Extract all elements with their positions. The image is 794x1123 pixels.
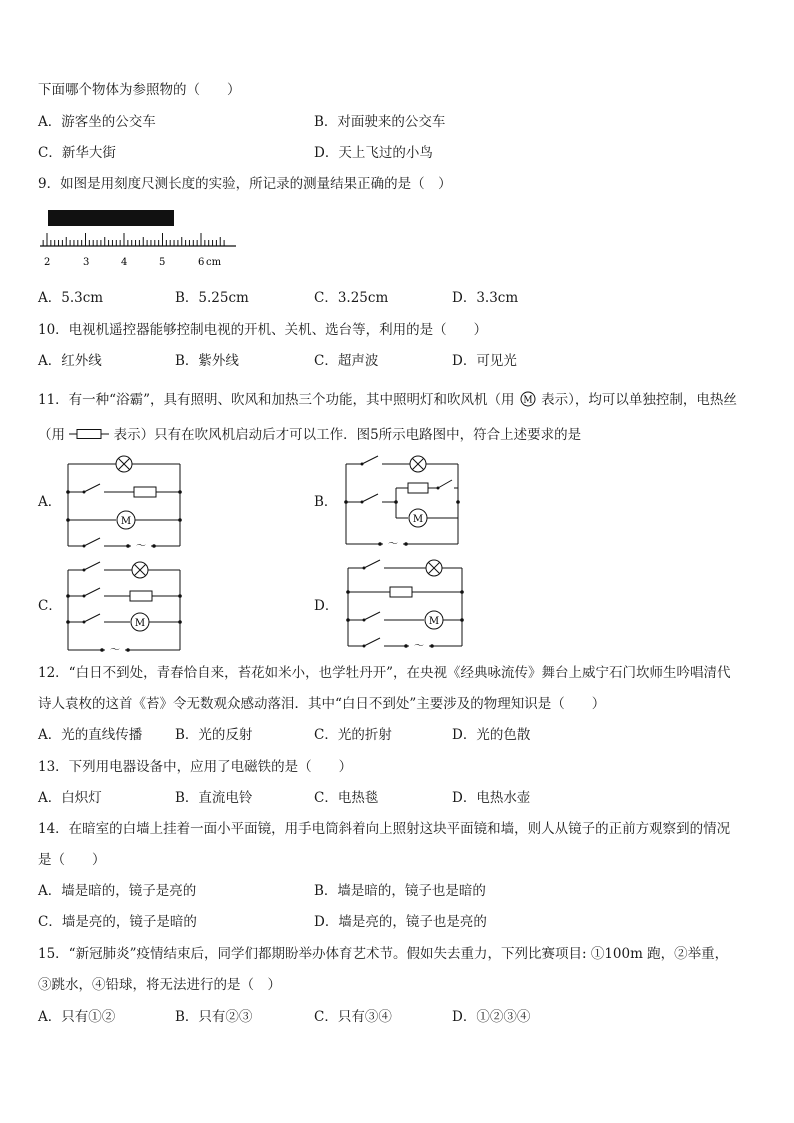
circuit-d-diagram[interactable] (342, 558, 468, 658)
q9-option-a[interactable]: A．5.3cm (38, 290, 104, 306)
q12-option-a[interactable]: A．光的直线传播 (38, 727, 143, 743)
ruler-unit: cm (206, 257, 222, 268)
q14-option-a[interactable]: A．墙是暗的，镜子是亮的 (38, 883, 197, 899)
circuit-c-source-symbol: ～ (110, 645, 120, 656)
q15-stem-line2: ③跳水，④铅球，将无法进行的是（ ） (38, 977, 281, 993)
q15-option-c[interactable]: C．只有③④ (314, 1009, 392, 1025)
q10-option-a[interactable]: A．红外线 (38, 353, 102, 369)
q12-option-b[interactable]: B．光的反射 (175, 727, 253, 743)
q11-stem-line2-part2: 表示）只有在吹风机启动后才可以工作．图5所示电路图中，符合上述要求的是 (113, 427, 582, 443)
motor-symbol-inline (519, 391, 537, 407)
circuit-b-diagram[interactable] (340, 452, 466, 552)
q12-stem-line1: 12．“白日不到处，青春恰自来，苔花如米小，也学牡丹开”，在央视《经典咏流传》舞台上威宁石门坎师生吟唱清代 (38, 665, 731, 681)
circuit-d-motor-label: M (428, 616, 440, 627)
q8-option-a[interactable]: A．游客坐的公交车 (38, 114, 156, 130)
measured-object-bar (48, 210, 174, 226)
q15-option-d[interactable]: D．①②③④ (452, 1009, 531, 1025)
q13-option-b[interactable]: B．直流电铃 (175, 790, 253, 806)
q13-option-c[interactable]: C．电热毯 (314, 790, 379, 806)
q10-option-c[interactable]: C．超声波 (314, 353, 379, 369)
q11-stem-part2: 表示），均可以单独控制，电热丝 (541, 392, 737, 408)
q11-option-a-label[interactable]: A． (38, 494, 62, 510)
q11-stem-line2 (38, 428, 581, 443)
ruler-ticks (43, 233, 224, 246)
circuit-d-source-symbol: ～ (414, 641, 424, 652)
q14-option-c[interactable]: C．墙是亮的，镜子是暗的 (38, 914, 197, 930)
q14-option-b[interactable]: B．墙是暗的，镜子也是暗的 (314, 883, 486, 899)
motor-symbol-letter: M (523, 395, 533, 406)
q8-option-d[interactable]: D．天上飞过的小鸟 (314, 145, 433, 161)
q15-option-a[interactable]: A．只有①② (38, 1009, 116, 1025)
q13-option-a[interactable]: A．白炽灯 (38, 790, 102, 806)
q12-stem-line2: 诗人袁枚的这首《苔》令无数观众感动落泪．其中“白日不到处”主要涉及的物理知识是（ ） (38, 696, 606, 712)
q10-option-d[interactable]: D．可见光 (452, 353, 517, 369)
circuit-c-diagram[interactable] (62, 558, 186, 658)
q13-option-d[interactable]: D．电热水壶 (452, 790, 531, 806)
heater-symbol-inline (69, 428, 109, 440)
q14-stem-line2: 是（ ） (38, 852, 106, 868)
ruler-label-6: 6 (198, 257, 205, 268)
ruler-label-2: 2 (44, 257, 51, 268)
circuit-b-source-symbol: ～ (388, 539, 398, 550)
ruler-label-3: 3 (83, 257, 90, 268)
circuit-a-source-symbol: ～ (136, 541, 146, 552)
q10-option-b[interactable]: B．紫外线 (175, 353, 239, 369)
q9-stem: 9．如图是用刻度尺测长度的实验，所记录的测量结果正确的是（ ） (38, 176, 452, 192)
q8-option-c[interactable]: C．新华大街 (38, 145, 116, 161)
q11-option-c-label[interactable]: C． (38, 598, 62, 614)
q8-option-b[interactable]: B．对面驶来的公交车 (314, 114, 446, 130)
q9-option-c[interactable]: C．3.25cm (314, 290, 389, 306)
q15-option-b[interactable]: B．只有②③ (175, 1009, 253, 1025)
q12-option-d[interactable]: D．光的色散 (452, 727, 531, 743)
q11-stem-part1: 11．有一种“浴霸”，具有照明、吹风和加热三个功能，其中照明灯和吹风机（用 (38, 392, 515, 408)
q15-stem-line1: 15．“新冠肺炎”疫情结束后，同学们都期盼举办体育艺术节。假如失去重力，下列比赛项目: ①100m 跑，②举重， (38, 946, 729, 962)
circuit-a-motor-label: M (120, 516, 132, 527)
q11-stem-line2-part1: （用 (38, 427, 65, 443)
q12-option-c[interactable]: C．光的折射 (314, 727, 392, 743)
q13-stem: 13．下列用电器设备中，应用了电磁铁的是（ ） (38, 759, 353, 775)
circuit-a-diagram[interactable] (62, 452, 186, 552)
q11-option-b-label[interactable]: B． (314, 494, 338, 510)
q14-option-d[interactable]: D．墙是亮的，镜子也是亮的 (314, 914, 487, 930)
q11-option-d-label[interactable]: D． (314, 598, 339, 614)
circuit-c-motor-label: M (134, 618, 146, 629)
ruler-label-5: 5 (159, 257, 166, 268)
q8-stem: 下面哪个物体为参照物的（ ） (38, 82, 241, 98)
q9-option-d[interactable]: D．3.3cm (452, 290, 519, 306)
q14-stem-line1: 14．在暗室的白墙上挂着一面小平面镜，用手电筒斜着向上照射这块平面镜和墙，则人从镜子的正前方观察到的情况 (38, 821, 731, 837)
q9-option-b[interactable]: B．5.25cm (175, 290, 249, 306)
ruler-label-4: 4 (121, 257, 128, 268)
q11-stem-line1 (38, 391, 737, 408)
circuit-b-motor-label: M (412, 514, 424, 525)
ruler-figure (36, 206, 236, 272)
q10-stem: 10．电视机遥控器能够控制电视的开机、关机、选台等，利用的是（ ） (38, 322, 488, 338)
